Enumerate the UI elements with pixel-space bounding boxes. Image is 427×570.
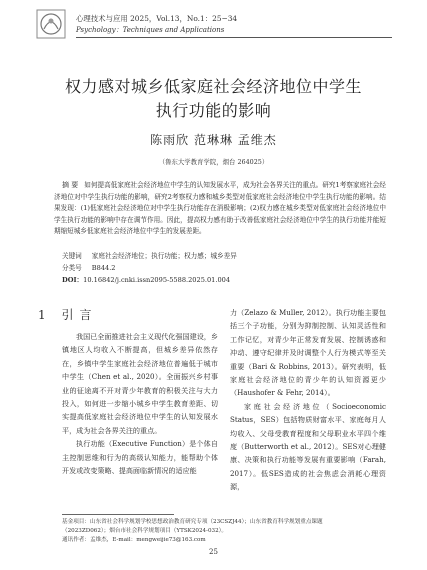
abstract-label: 摘 要 xyxy=(62,181,79,189)
paragraph: 家庭社会经济地位（Socioeconomic Status，SES）包括物质财富水平、家庭每月人均收入、父母受教育程度和父母职业水平四个维度（Butterworth et al., 2012）。SES对心理健康、决策和执行功能等发展有重要影响（Farah, 2017）。低SES造成的社会焦虑会消耗心理资源， xyxy=(230,401,386,492)
keywords-label: 关键词 xyxy=(62,252,82,260)
journal-issue-line: 心理技术与应用 2025，Vol.13，No.1：25−34 xyxy=(76,14,238,23)
paragraph: 力（Zelazo & Muller, 2012）。执行功能主要包括三个子功能，分别为抑制控制、认知灵活性和工作记忆，对青少年正常发育发展、控制诱惑和冲动、遵守纪律并及时调整个人行为模式等至关重要（Bari & Robbins, 2013）。研究表明，低家庭社会经济地位的青少年的认知资源更少（Haushofer & Fehr, 2014）。 xyxy=(230,308,386,398)
journal-logo-icon xyxy=(36,9,66,39)
paper-title-line-1: 权力感对城乡低家庭社会经济地位中学生 xyxy=(64,77,362,96)
abstract xyxy=(54,180,386,238)
journal-header xyxy=(0,0,427,48)
author-affiliation: （鲁东大学教育学院，烟台 264025） xyxy=(158,158,269,166)
author-list: 陈雨欣 范琳琳 孟维杰 xyxy=(150,133,277,147)
funding-note: 基金项目：山东省社会科学规划学校思想政治教育研究专项（23CSZJ44）；山东省教育科学规划重点课题 xyxy=(62,519,323,525)
corresponding-author: 通讯作者：孟维杰，E-mail：mengweijie73@163.com xyxy=(62,536,206,543)
keywords-line xyxy=(62,251,237,262)
section-heading xyxy=(38,306,97,323)
section-title: 引言 xyxy=(61,308,98,322)
body-left-column xyxy=(62,330,218,477)
journal-english-name: Psychology：Techniques and Applications xyxy=(76,26,225,34)
abstract-text: 如何提高低家庭社会经济地位中学生的认知发展水平，成为社会各界关注的重点。研究1考察家庭社会经济地位对中学生执行功能的影响，研究2考察权力感和城乡类型对低家庭社会经济地位中学生执行功能的影响。结果发现：(1)低家庭社会经济地位对中学生执行功能存在消极影响；(2)权力感在城乡类型对低家庭社会经济地位中学生执行功能的影响中存在调节作用。因此，提高权力感有助于改善低家庭社会经济地位中学生的执行功能并能短期缩短城乡低家庭社会经济地位中学生的发展差距。 xyxy=(54,181,386,235)
footnotes xyxy=(62,518,382,544)
classification-line xyxy=(62,263,116,274)
doi-text: 10.16842/j.cnki.issn2095-5588.2025.01.004 xyxy=(83,276,231,284)
paragraph: 执行功能（Executive Function）是个体自主控制思维和行为的高级认知能力，能帮助个体开发或改变策略、提高面临新情况的适应能 xyxy=(62,439,218,476)
classification-label: 分类号 xyxy=(62,264,82,272)
keywords-text: 家庭社会经济地位；执行功能；权力感；城乡差异 xyxy=(91,252,237,260)
footnote-divider xyxy=(62,514,174,515)
doi-label: DOI： xyxy=(62,276,84,284)
header-divider xyxy=(76,37,392,38)
page-number: 25 xyxy=(209,548,218,556)
classification-text: B844.2 xyxy=(91,264,116,272)
paragraph: 我国已全面推进社会主义现代化强国建设，乡镇地区人均收入不断提高，但城乡差异依然存在，乡镇中学生家庭社会经济地位普遍低于城市中学生（Chen et al., 2020）。全面振兴乡村事业的征途离不开对青少年教育的积极关注与大力投入，如何进一步缩小城乡中学生教育差距、切实提高低家庭社会经济地位中学生的认知发展水平，成为社会各界关注的重点。 xyxy=(62,332,218,435)
paper-title-line-2: 执行功能的影响 xyxy=(155,101,272,120)
doi-line xyxy=(62,275,230,286)
funding-note-cont: （2023ZD062）；烟台市社会科学规划项目（YTSK2024-032）。 xyxy=(62,527,228,534)
section-number: 1 xyxy=(38,308,52,322)
body-right-column xyxy=(230,306,386,494)
